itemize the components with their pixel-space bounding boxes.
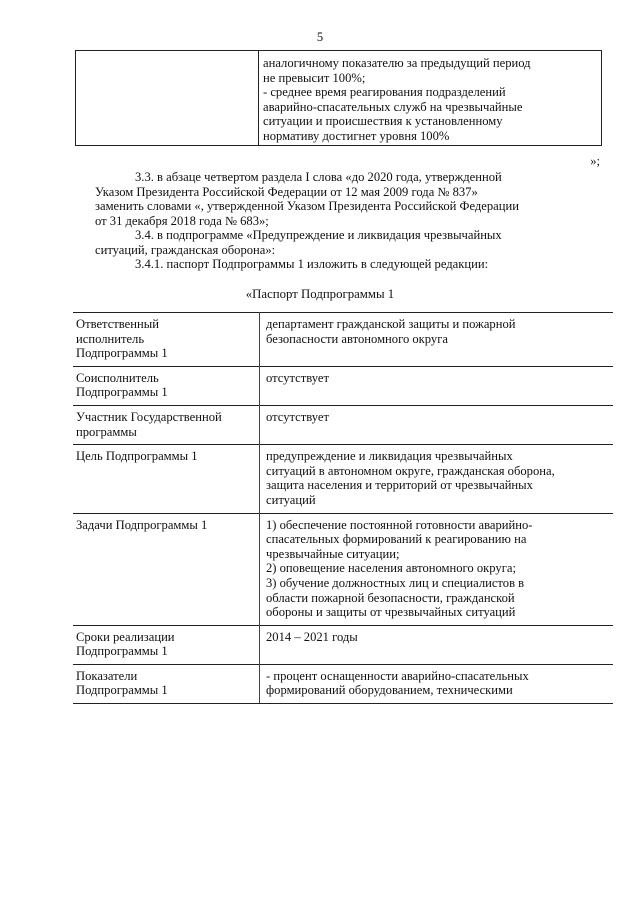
value-line: отсутствует: [266, 409, 329, 424]
paragraph-3-3: [95, 170, 601, 228]
label-line: Показатели: [76, 668, 138, 683]
row-label: [73, 513, 260, 625]
paragraph-line: ситуаций, гражданская оборона»:: [95, 242, 276, 257]
value-line: 3) обучение должностных лиц и специалистов в: [266, 575, 525, 590]
table-row: [73, 513, 613, 625]
indicator-cell: [259, 51, 602, 146]
table-row: [73, 625, 613, 664]
page-number: 5: [316, 30, 324, 44]
row-label: [73, 366, 260, 405]
paragraph-line: от 31 декабря 2018 года № 683»;: [95, 213, 269, 228]
paragraph-3-4-1: [135, 257, 605, 272]
row-value: [260, 513, 614, 625]
cell-line: не превысит 100%;: [263, 70, 366, 85]
label-line: Задачи Подпрограммы 1: [76, 517, 208, 532]
table-row: [73, 445, 613, 513]
table-row: [73, 405, 613, 444]
label-line: Подпрограммы 1: [76, 346, 168, 361]
row-value: [260, 445, 614, 513]
label-line: Соисполнитель: [76, 370, 159, 385]
row-value: [260, 625, 614, 664]
table-row: [73, 366, 613, 405]
label-line: Участник Государственной: [76, 409, 222, 424]
value-line: безопасности автономного округа: [266, 331, 448, 346]
cell-line: нормативу достигнет уровня 100%: [263, 128, 450, 143]
table-row: [76, 51, 602, 146]
label-line: Цель Подпрограммы 1: [76, 449, 198, 464]
row-value: [260, 313, 614, 367]
value-line: предупреждение и ликвидация чрезвычайных: [266, 449, 513, 464]
paragraph-line: 3.4.1. паспорт Подпрограммы 1 изложить в следующей редакции:: [135, 257, 489, 271]
value-line: отсутствует: [266, 370, 329, 385]
label-line: Подпрограммы 1: [76, 683, 168, 698]
label-line: Подпрограммы 1: [76, 385, 168, 400]
label-line: Сроки реализации: [76, 629, 175, 644]
cell-line: - среднее время реагирования подразделений: [263, 85, 506, 100]
row-label: [73, 405, 260, 444]
label-line: исполнитель: [76, 331, 145, 346]
row-label: [73, 313, 260, 367]
empty-cell: [76, 51, 259, 146]
value-line: ситуаций: [266, 492, 316, 507]
row-label: [73, 445, 260, 513]
value-line: 2) оповещение населения автономного округа;: [266, 561, 516, 576]
value-line: - процент оснащенности аварийно-спасательных: [266, 668, 529, 683]
row-value: [260, 664, 614, 703]
value-line: формирований оборудованием, техническими: [266, 683, 513, 698]
paragraph-3-4: [95, 228, 601, 257]
label-line: Подпрограммы 1: [76, 644, 168, 659]
row-value: [260, 366, 614, 405]
cell-line: аварийно-спасательных служб на чрезвычайные: [263, 99, 523, 114]
value-line: области пожарной безопасности, гражданской: [266, 590, 515, 605]
value-line: 2014 – 2021 годы: [266, 629, 358, 644]
paragraph-line: [95, 170, 601, 185]
passport-title: «Паспорт Подпрограммы 1: [245, 287, 395, 301]
value-line: защита населения и территорий от чрезвычайных: [266, 478, 533, 493]
closing-quote: »;: [590, 154, 600, 168]
paragraph-line: 3.4. в подпрограмме «Предупреждение и ликвидация чрезвычайных: [135, 228, 502, 242]
passport-table: [73, 312, 613, 704]
cell-line: ситуации и происшествия к установленному: [263, 114, 503, 129]
table-row: [73, 664, 613, 703]
value-line: чрезвычайные ситуации;: [266, 546, 400, 561]
row-value: [260, 405, 614, 444]
label-line: программы: [76, 424, 137, 439]
row-label: [73, 664, 260, 703]
table-row: [73, 313, 613, 367]
value-line: спасательных формирований к реагированию на: [266, 532, 527, 547]
paragraph-line: заменить словами «, утвержденной Указом Президента Российской Федерации: [95, 199, 519, 214]
value-line: департамент гражданской защиты и пожарной: [266, 317, 516, 331]
label-line: Ответственный: [76, 317, 159, 331]
cell-line: аналогичному показателю за предыдущий период: [263, 56, 531, 70]
value-line: ситуаций в автономном округе, гражданская оборона,: [266, 463, 555, 478]
row-label: [73, 625, 260, 664]
line-text: 3.3. в абзаце четвертом раздела I слова «до 2020 года, утвержденной: [135, 170, 502, 184]
value-line: 1) обеспечение постоянной готовности аварийно-: [266, 517, 533, 532]
value-line: обороны и защиты от чрезвычайных ситуаций: [266, 605, 516, 620]
continued-table: [75, 50, 602, 146]
paragraph-line: Указом Президента Российской Федерации от 12 мая 2009 года № 837»: [95, 184, 478, 199]
